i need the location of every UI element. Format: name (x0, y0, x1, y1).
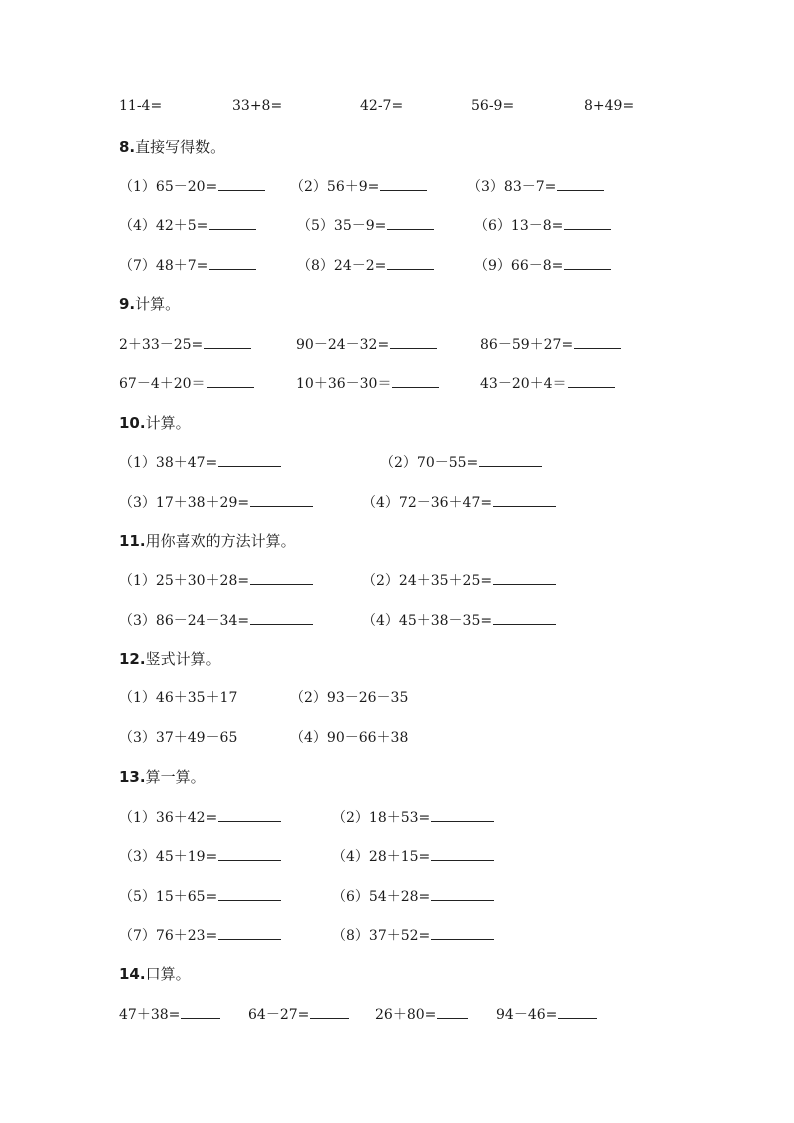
answer-blank[interactable] (387, 215, 434, 230)
question-title: 直接写得数。 (135, 138, 226, 156)
question-number: 8. (119, 138, 136, 156)
problem: 67－4＋20＝ (119, 373, 254, 394)
problem-row (0, 1004, 794, 1024)
answer-blank[interactable] (558, 1004, 597, 1019)
problem: （7）48＋7= (119, 255, 256, 276)
answer-blank[interactable] (310, 1004, 349, 1019)
answer-blank[interactable] (493, 570, 556, 585)
problem: （3）86－24－34= (119, 610, 313, 631)
problem: （2）24＋35＋25= (362, 570, 556, 591)
question-title: 用你喜欢的方法计算。 (145, 532, 296, 550)
problem: 11-4= (119, 98, 163, 114)
problem: （1）65－20= (119, 176, 265, 197)
problem-row (0, 688, 794, 708)
problem: （5）15＋65= (119, 886, 281, 907)
problem: （1）46＋35＋17 (119, 690, 238, 706)
problem-row (0, 255, 794, 275)
problem-row (0, 925, 794, 945)
problem: （8）37＋52= (332, 925, 494, 946)
answer-blank[interactable] (209, 255, 256, 270)
question-heading (119, 964, 191, 984)
problem: 42-7= (360, 98, 404, 114)
answer-blank[interactable] (250, 492, 313, 507)
answer-blank[interactable] (568, 373, 615, 388)
problem: （4）45＋38－35= (362, 610, 556, 631)
answer-blank[interactable] (387, 255, 434, 270)
top-row (0, 96, 794, 116)
answer-blank[interactable] (218, 886, 281, 901)
answer-blank[interactable] (392, 373, 439, 388)
problem-row (0, 886, 794, 906)
answer-blank[interactable] (431, 807, 494, 822)
question-heading (119, 413, 191, 433)
problem: （2）93－26－35 (290, 690, 409, 706)
question-number: 13. (119, 768, 146, 786)
problem: （4）90－66＋38 (290, 730, 409, 746)
question-number: 14. (119, 965, 146, 983)
problem: （3）83－7= (467, 176, 604, 197)
problem: 86－59＋27= (480, 334, 621, 355)
problem: （3）37＋49－65 (119, 730, 238, 746)
question-number: 11. (119, 532, 146, 550)
question-title: 算一算。 (145, 768, 206, 786)
problem: （1）38＋47= (119, 452, 281, 473)
answer-blank[interactable] (431, 925, 494, 940)
problem-row (0, 334, 794, 354)
answer-blank[interactable] (218, 925, 281, 940)
question-number: 10. (119, 414, 146, 432)
problem: （2）18＋53= (332, 807, 494, 828)
question-number: 12. (119, 650, 146, 668)
problem-row (0, 452, 794, 472)
problem: （3）17＋38＋29= (119, 492, 313, 513)
answer-blank[interactable] (493, 492, 556, 507)
question-title: 计算。 (145, 414, 191, 432)
question-heading (119, 649, 221, 669)
answer-blank[interactable] (564, 255, 611, 270)
problem: （3）45＋19= (119, 846, 281, 867)
problem: （6）13－8= (474, 215, 611, 236)
answer-blank[interactable] (181, 1004, 220, 1019)
problem-row (0, 728, 794, 748)
problem: 33+8= (232, 98, 283, 114)
question-heading (119, 137, 225, 157)
answer-blank[interactable] (204, 334, 251, 349)
answer-blank[interactable] (209, 215, 256, 230)
answer-blank[interactable] (557, 176, 604, 191)
question-heading (119, 531, 296, 551)
answer-blank[interactable] (431, 846, 494, 861)
question-heading (119, 294, 180, 314)
problem: （4）72－36＋47= (362, 492, 556, 513)
answer-blank[interactable] (390, 334, 437, 349)
problem: （8）24－2= (297, 255, 434, 276)
problem: （1）25＋30＋28= (119, 570, 313, 591)
question-title: 计算。 (135, 295, 181, 313)
problem: （4）42＋5= (119, 215, 256, 236)
problem-row (0, 215, 794, 235)
problem: 2＋33－25= (119, 334, 251, 355)
problem: （6）54＋28= (332, 886, 494, 907)
problem-row (0, 492, 794, 512)
problem: 94－46= (496, 1004, 597, 1025)
problem: 64－27= (248, 1004, 349, 1025)
answer-blank[interactable] (493, 610, 556, 625)
question-title: 竖式计算。 (145, 650, 221, 668)
problem-row (0, 570, 794, 590)
problem: 47＋38= (119, 1004, 220, 1025)
answer-blank[interactable] (250, 610, 313, 625)
answer-blank[interactable] (431, 886, 494, 901)
question-number: 9. (119, 295, 136, 313)
problem: （2）56＋9= (290, 176, 427, 197)
problem: （9）66－8= (474, 255, 611, 276)
answer-blank[interactable] (218, 846, 281, 861)
problem: （7）76＋23= (119, 925, 281, 946)
answer-blank[interactable] (380, 176, 427, 191)
answer-blank[interactable] (207, 373, 254, 388)
answer-blank[interactable] (250, 570, 313, 585)
question-heading (119, 767, 206, 787)
problem-row (0, 807, 794, 827)
problem: （5）35－9= (297, 215, 434, 236)
problem: （4）28＋15= (332, 846, 494, 867)
question-title: 口算。 (145, 965, 191, 983)
problem: 43－20＋4＝ (480, 373, 615, 394)
problem: 56-9= (471, 98, 515, 114)
problem: 8+49= (584, 98, 635, 114)
problem: （1）36＋42= (119, 807, 281, 828)
answer-blank[interactable] (437, 1004, 468, 1019)
problem: （2）70－55= (380, 452, 542, 473)
problem-row (0, 373, 794, 393)
answer-blank[interactable] (564, 215, 611, 230)
problem: 26＋80= (375, 1004, 468, 1025)
problem-row (0, 176, 794, 196)
problem: 10＋36－30＝ (296, 373, 439, 394)
problem-row (0, 610, 794, 630)
problem: 90－24－32= (296, 334, 437, 355)
answer-blank[interactable] (218, 176, 265, 191)
answer-blank[interactable] (218, 452, 281, 467)
answer-blank[interactable] (218, 807, 281, 822)
problem-row (0, 846, 794, 866)
answer-blank[interactable] (479, 452, 542, 467)
answer-blank[interactable] (574, 334, 621, 349)
